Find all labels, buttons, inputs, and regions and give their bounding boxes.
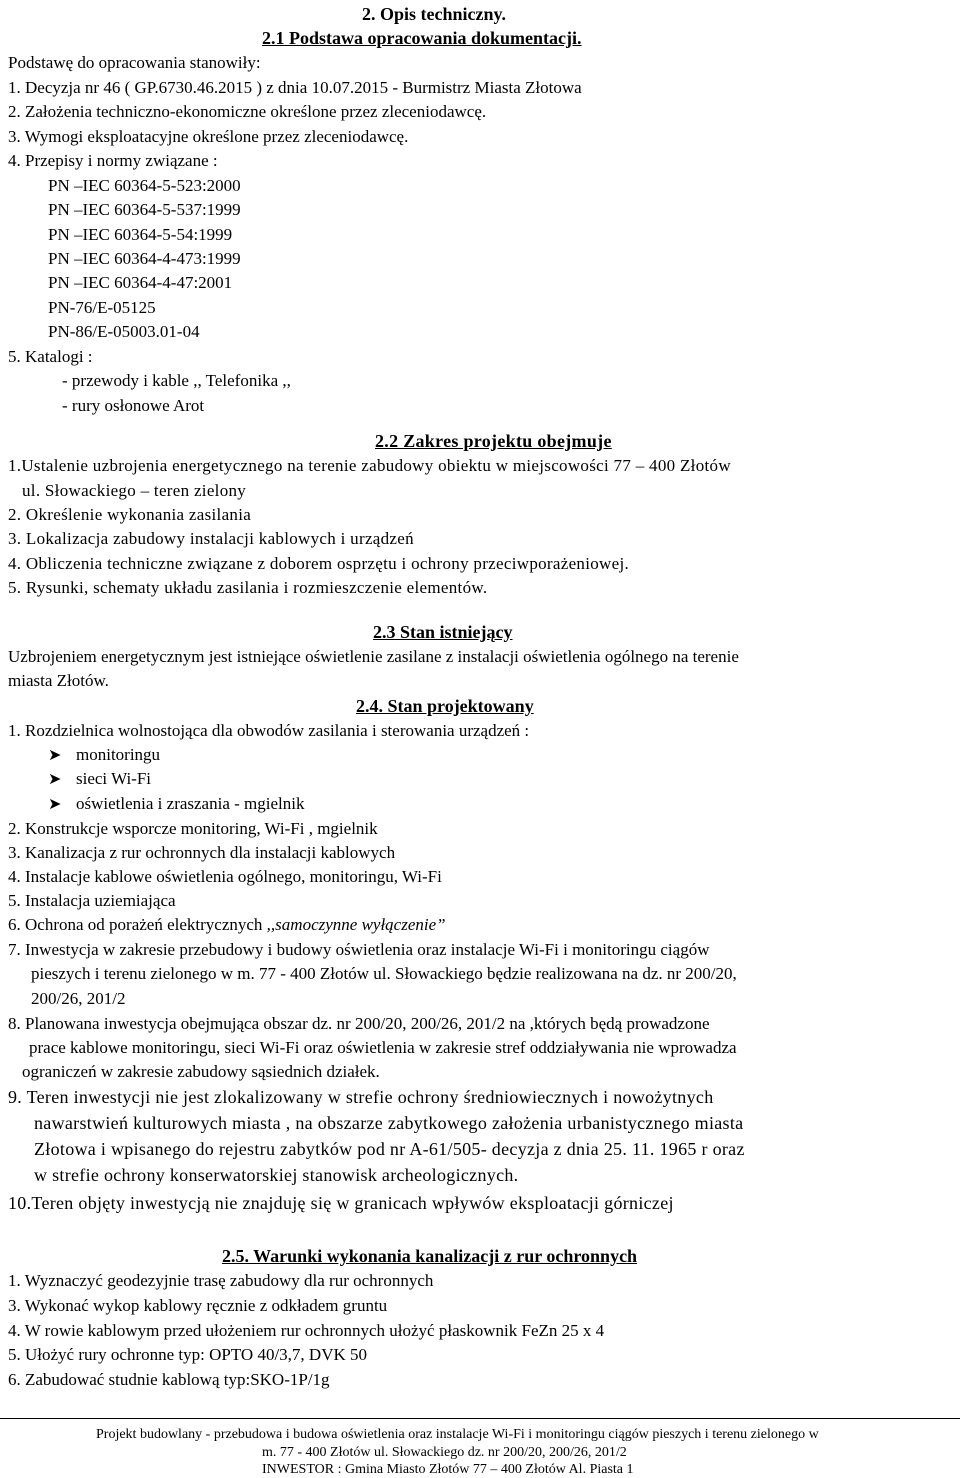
arrow-bullet-icon: ➤ [48, 796, 62, 813]
section-heading: 2.5. Warunki wykonania kanalizacji z rur ochronnych [222, 1246, 638, 1266]
paragraph: 1.Ustalenie uzbrojenia energetycznego na terenie zabudowy obiektu w miejscowości 77 – 400 Złotów [8, 456, 731, 475]
footer-divider [0, 1418, 960, 1419]
list-item: 10.Teren objęty inwestycją nie znajduję się w granicach wpływów eksploatacji górniczej [8, 1193, 674, 1213]
list-item: 3. Lokalizacja zabudowy instalacji kablowych i urządzeń [8, 529, 414, 548]
list-item: 1. Decyzja nr 46 ( GP.6730.46.2015 ) z dnia 10.07.2015 - Burmistrz Miasta Złotowa [8, 78, 582, 97]
list-item: 9. Teren inwestycji nie jest zlokalizowany w strefie ochrony średniowiecznych i nowożytnych [8, 1087, 714, 1107]
list-item: 4. Przepisy i normy związane : [8, 151, 218, 170]
list-item: 4. Instalacje kablowe oświetlenia ogólnego, monitoringu, Wi-Fi [8, 867, 442, 886]
norm-item: PN –IEC 60364-5-54:1999 [48, 225, 233, 244]
footer-line: m. 77 - 400 Złotów ul. Słowackiego dz. nr 200/20, 200/26, 201/2 [262, 1445, 627, 1460]
catalog-item: - przewody i kable ,, Telefonika ,, [62, 371, 291, 390]
list-item: 1. Rozdzielnica wolnostojąca dla obwodów zasilania i sterowania urządzeń : [8, 721, 530, 740]
list-item: 7. Inwestycja w zakresie przebudowy i budowy oświetlenia oraz instalacje Wi-Fi i monitoringu ciągów [8, 940, 710, 959]
list-item-continuation: pieszych i terenu zielonego w m. 77 - 400 Złotów ul. Słowackiego będzie realizowana na dz. nr 200/20, [31, 964, 737, 983]
paragraph: Uzbrojeniem energetycznym jest istniejące oświetlenie zasilane z instalacji oświetlenia ogólnego na terenie [8, 647, 739, 666]
section-heading: 2.3 Stan istniejący [373, 622, 513, 642]
list-item: 4. Obliczenia techniczne związane z doborem osprzętu i ochrony przeciwporażeniowej. [8, 554, 630, 573]
norm-item: PN –IEC 60364-5-537:1999 [48, 200, 241, 219]
section-heading: 2.4. Stan projektowany [356, 696, 534, 716]
norm-item: PN –IEC 60364-4-473:1999 [48, 249, 241, 268]
list-item-continuation: nawarstwień kulturowych miasta , na obszarze zabytkowego założenia urbanistycznego miasta [34, 1113, 744, 1133]
list-item: 5. Ułożyć rury ochronne typ: OPTO 40/3,7, DVK 50 [8, 1345, 368, 1364]
list-item: 2. Konstrukcje wsporcze monitoring, Wi-Fi , mgielnik [8, 819, 378, 838]
norm-item: PN-86/E-05003.01-04 [48, 322, 200, 341]
section-heading: 2.2 Zakres projektu obejmuje [375, 431, 612, 451]
list-item: 3. Wymogi eksploatacyjne określone przez zleceniodawcę. [8, 127, 409, 146]
paragraph: miasta Złotów. [8, 671, 109, 690]
footer-line: Projekt budowlany - przebudowa i budowa oświetlenia oraz instalacje Wi-Fi i monitoringu ciągów pieszych i terenu zielonego w [96, 1427, 819, 1442]
arrow-bullet-icon: ➤ [48, 771, 62, 788]
list-item: 2. Określenie wykonania zasilania [8, 505, 252, 524]
section-heading: 2. Opis techniczny. [362, 4, 507, 24]
list-item: 6. Ochrona od porażeń elektrycznych ,,samoczynne wyłączenie” [8, 915, 446, 934]
list-item: 3. Wykonać wykop kablowy ręcznie z odkładem gruntu [8, 1296, 388, 1315]
list-item: 8. Planowana inwestycja obejmująca obszar dz. nr 200/20, 200/26, 201/2 na ,których będą prowadzone [8, 1014, 710, 1033]
list-item-continuation: ograniczeń w zakresie zabudowy sąsiednich działek. [22, 1062, 380, 1081]
list-item-continuation: 200/26, 201/2 [31, 989, 126, 1008]
list-item: 4. W rowie kablowym przed ułożeniem rur ochronnych ułożyć płaskownik FeZn 25 x 4 [8, 1321, 605, 1340]
norm-item: PN-76/E-05125 [48, 298, 156, 317]
paragraph: ul. Słowackiego – teren zielony [22, 481, 247, 500]
footer-line: INWESTOR : Gmina Miasto Złotów 77 – 400 Złotów Al. Piasta 1 [262, 1462, 634, 1477]
catalog-item: - rury osłonowe Arot [62, 396, 205, 415]
norm-item: PN –IEC 60364-4-47:2001 [48, 273, 233, 292]
list-item: 6. Zabudować studnie kablową typ:SKO-1P/1g [8, 1370, 330, 1389]
list-item: 1. Wyznaczyć geodezyjnie trasę zabudowy dla rur ochronnych [8, 1271, 434, 1290]
list-item: 5. Instalacja uziemiająca [8, 891, 176, 910]
list-item-continuation: Złotowa i wpisanego do rejestru zabytków pod nr A-61/505- decyzja z dnia 25. 11. 1965 r oraz [34, 1139, 745, 1159]
paragraph: Podstawę do opracowania stanowiły: [8, 53, 261, 72]
bullet-item: ➤ monitoringu [48, 745, 161, 764]
bullet-item: ➤ oświetlenia i zraszania - mgielnik [48, 794, 305, 813]
list-item: 5. Rysunki, schematy układu zasilania i rozmieszczenie elementów. [8, 578, 488, 597]
list-item: 2. Założenia techniczno-ekonomiczne określone przez zleceniodawcę. [8, 102, 487, 121]
bullet-item: ➤ sieci Wi-Fi [48, 769, 152, 788]
arrow-bullet-icon: ➤ [48, 747, 62, 764]
list-item: 3. Kanalizacja z rur ochronnych dla instalacji kablowych [8, 843, 396, 862]
section-subheading: 2.1 Podstawa opracowania dokumentacji. [262, 28, 582, 48]
list-item-continuation: prace kablowe monitoringu, sieci Wi-Fi oraz oświetlenia w zakresie stref oddziaływania nie wprowadza [29, 1038, 737, 1057]
list-item: 5. Katalogi : [8, 347, 93, 366]
norm-item: PN –IEC 60364-5-523:2000 [48, 176, 241, 195]
list-item-continuation: w strefie ochrony konserwatorskiej stanowisk archeologicznych. [34, 1165, 519, 1185]
